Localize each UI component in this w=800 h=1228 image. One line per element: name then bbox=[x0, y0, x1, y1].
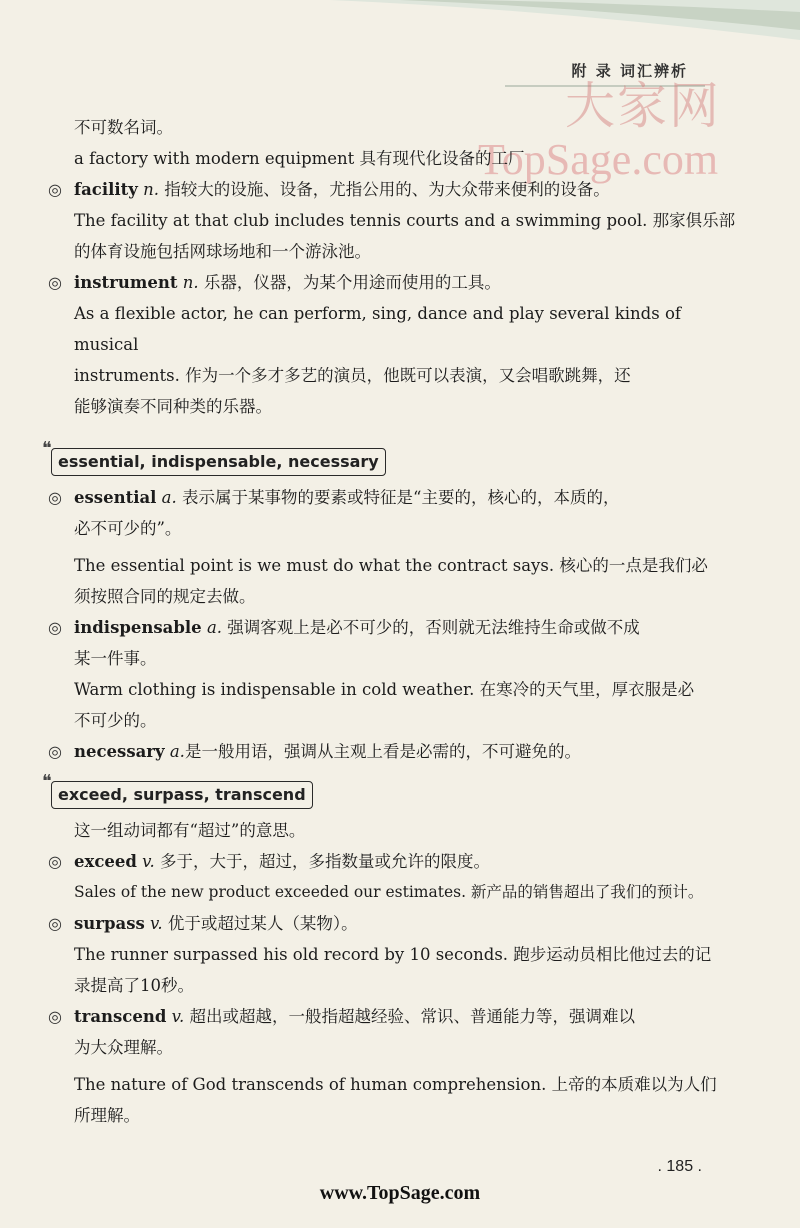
site-footer: www.TopSage.com bbox=[319, 1182, 481, 1204]
intro-example: a factory with modern equipment 具有现代化设备的工厂 bbox=[74, 149, 525, 168]
entry-essential bbox=[48, 482, 748, 544]
headword: facility bbox=[74, 180, 138, 199]
entry-surpass bbox=[48, 908, 748, 939]
entry-transcend bbox=[48, 1001, 748, 1063]
part-of-speech: a. bbox=[206, 618, 223, 637]
example-line: 录提高了10秒。 bbox=[74, 976, 194, 995]
headword: necessary bbox=[74, 742, 165, 761]
watermark: TopSage.com bbox=[478, 135, 719, 184]
bullet-icon: ◎ bbox=[48, 742, 62, 761]
definition: 强调客观上是必不可少的，否则就无法维持生命或做不成 bbox=[227, 618, 640, 637]
example-line: The essential point is we must do what the contract says. 核心的一点是我们必 bbox=[74, 556, 708, 575]
part-of-speech: v. bbox=[150, 914, 163, 933]
definition-cont: 必不可少的”。 bbox=[74, 519, 182, 538]
example-line: The runner surpassed his old record by 10 seconds. 跑步运动员相比他过去的记 bbox=[74, 945, 712, 964]
bullet-icon: ◎ bbox=[48, 488, 62, 507]
part-of-speech: n. bbox=[143, 180, 159, 199]
entry-exceed bbox=[48, 846, 748, 877]
example-line: The facility at that club includes tennis courts and a swimming pool. 那家俱乐部 bbox=[74, 211, 736, 230]
definition: 指较大的设施、设备，尤指公用的、为大众带来便利的设备。 bbox=[164, 180, 610, 199]
main-content bbox=[42, 112, 748, 1131]
bullet-icon: ◎ bbox=[48, 852, 62, 871]
definition-cont: 为大众理解。 bbox=[74, 1038, 173, 1057]
headword: surpass bbox=[74, 914, 145, 933]
definition: 超出或超越，一般指超越经验、常识、普通能力等，强调难以 bbox=[189, 1007, 635, 1026]
entry-instrument bbox=[48, 267, 748, 298]
bullet-icon: ◎ bbox=[48, 914, 62, 933]
example-line: instruments. 作为一个多才多艺的演员，他既可以表演，又会唱歌跳舞，还 bbox=[74, 366, 631, 385]
group-intro: 这一组动词都有“超过”的意思。 bbox=[74, 821, 306, 840]
headword: transcend bbox=[74, 1007, 167, 1026]
bullet-icon: ◎ bbox=[48, 180, 62, 199]
bullet-icon: ◎ bbox=[48, 618, 62, 637]
headword: essential bbox=[74, 488, 157, 507]
entry-necessary bbox=[48, 736, 748, 767]
curl-ornament-icon: ❝ bbox=[42, 771, 52, 792]
intro-line: 不可数名词。 bbox=[74, 118, 173, 137]
bullet-icon: ◎ bbox=[48, 1007, 62, 1026]
definition: 优于或超过某人（某物）。 bbox=[167, 914, 358, 933]
example-line: 不可少的。 bbox=[74, 711, 157, 730]
headword: instrument bbox=[74, 273, 178, 292]
part-of-speech: n. bbox=[182, 273, 199, 292]
definition: 表示属于某事物的要素或特征是“主要的，核心的，本质的， bbox=[182, 488, 620, 507]
example-line: 能够演奏不同种类的乐器。 bbox=[74, 397, 272, 416]
definition: 多于，大于，超过，多指数量或允许的限度。 bbox=[160, 852, 491, 871]
group-heading bbox=[42, 771, 748, 813]
part-of-speech: a. bbox=[161, 488, 177, 507]
bullet-icon: ◎ bbox=[48, 273, 62, 292]
example-line: 的体育设施包括网球场地和一个游泳池。 bbox=[74, 242, 371, 261]
definition-cont: 某一件事。 bbox=[74, 649, 157, 668]
headword: exceed bbox=[74, 852, 137, 871]
entry-facility bbox=[48, 174, 748, 205]
curl-ornament-icon: ❝ bbox=[42, 438, 52, 459]
group-title: essential, indispensable, necessary bbox=[51, 448, 386, 476]
headword: indispensable bbox=[74, 618, 202, 637]
part-of-speech: a. bbox=[169, 742, 185, 761]
example-line: As a flexible actor, he can perform, sing, dance and play several kinds of musical bbox=[74, 304, 681, 354]
example-line: The nature of God transcends of human comprehension. 上帝的本质难以为人们 bbox=[74, 1075, 717, 1094]
group-heading bbox=[42, 438, 748, 480]
running-header: 附 录 词汇辨析 bbox=[571, 62, 688, 80]
example-line: 所理解。 bbox=[74, 1106, 140, 1125]
page-number: . 185 . bbox=[657, 1158, 702, 1175]
example-line: Warm clothing is indispensable in cold weather. 在寒冷的天气里，厚衣服是必 bbox=[74, 680, 695, 699]
part-of-speech: v. bbox=[171, 1007, 185, 1026]
definition: 乐器，仪器，为某个用途而使用的工具。 bbox=[203, 273, 501, 292]
part-of-speech: v. bbox=[142, 852, 155, 871]
definition: 是一般用语，强调从主观上看是必需的，不可避免的。 bbox=[184, 742, 581, 761]
group-title: exceed, surpass, transcend bbox=[51, 781, 313, 809]
watermark-cn: 大家网 bbox=[565, 77, 721, 135]
entry-indispensable bbox=[48, 612, 748, 674]
example-line: Sales of the new product exceeded our estimates. 新产品的销售超出了我们的预计。 bbox=[74, 883, 704, 901]
example-line: 须按照合同的规定去做。 bbox=[74, 587, 256, 606]
